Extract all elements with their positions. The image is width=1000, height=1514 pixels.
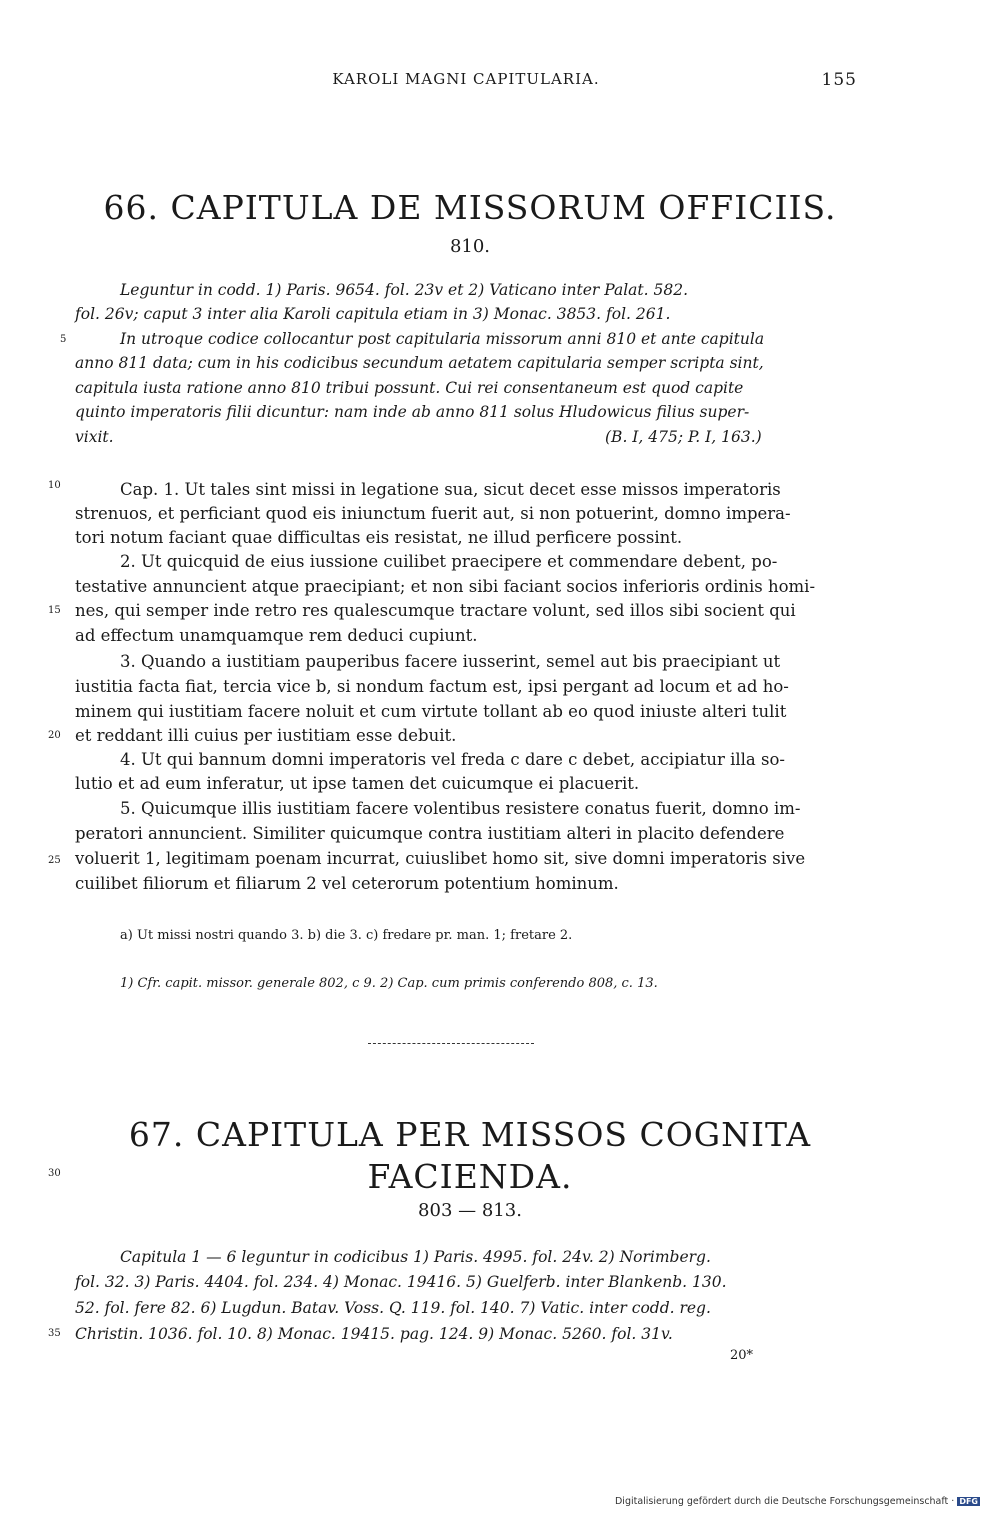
body-line: 3. Quando a iustitiam pauperibus facere iusserint, semel aut bis praecipiant ut <box>120 652 781 671</box>
line-number: 5 <box>60 334 67 345</box>
body-line: iustitia facta fiat, tercia vice b, si nondum factum est, ipsi pergant ad locum et ad ho- <box>75 677 789 696</box>
body-line: minem qui iustitiam facere noluit et cum virtute tollant ab eo quod iniuste alteri tulit <box>75 702 787 721</box>
intro-line: fol. 26v; caput 3 inter alia Karoli capitula etiam in 3) Monac. 3853. fol. 261. <box>75 305 671 323</box>
line-number: 35 <box>48 1328 61 1339</box>
body-line: voluerit 1, legitimam poenam incurrat, cuiuslibet homo sit, sive domni imperatoris sive <box>75 849 806 868</box>
critical-notes: a) Ut missi nostri quando 3. b) die 3. c) fredare pr. man. 1; fretare 2. <box>120 928 573 943</box>
intro-line: fol. 32. 3) Paris. 4404. fol. 234. 4) Monac. 19416. 5) Guelferb. inter Blankenb. 130. <box>75 1273 727 1291</box>
intro-line: quinto imperatoris filii dicuntur: nam inde ab anno 811 solus Hludowicus filius super- <box>75 403 750 421</box>
line-number: 30 <box>48 1168 61 1179</box>
section-67-title-line-1: 67. CAPITULA PER MISSOS COGNITA <box>128 1115 812 1154</box>
body-line: 4. Ut qui bannum domni imperatoris vel freda c dare c debet, accipiatur illa so- <box>120 750 785 769</box>
running-title: KAROLI MAGNI CAPITULARIA. <box>332 70 600 88</box>
intro-line: capitula iusta ratione anno 810 tribui possunt. Cui rei consentaneum est quod capite <box>75 379 744 397</box>
body-line: strenuos, et perficiant quod eis iniunctum fuerit aut, si non potuerint, domno impera- <box>75 504 791 523</box>
intro-reference: (B. I, 475; P. I, 163.) <box>605 428 762 446</box>
body-line: ad effectum unamquamque rem deduci cupiunt. <box>75 626 478 645</box>
body-line: cuilibet filiorum et filiarum 2 vel ceterorum potentium hominum. <box>75 874 619 893</box>
intro-line: anno 811 data; cum in his codicibus secundum aetatem capitularia semper scripta sint, <box>75 354 764 372</box>
line-number: 25 <box>48 855 61 866</box>
body-line: et reddant illi cuius per iustitiam esse debuit. <box>75 726 457 745</box>
intro-line: Christin. 1036. fol. 10. 8) Monac. 19415. pag. 124. 9) Monac. 5260. fol. 31v. <box>75 1325 673 1343</box>
body-line: tori notum faciant quae difficultas eis resistat, ne illud perficere possint. <box>75 528 683 547</box>
body-line: 2. Ut quicquid de eius iussione cuilibet praecipere et commendare debent, po- <box>120 552 778 571</box>
body-line: Cap. 1. Ut tales sint missi in legatione sua, sicut decet esse missos imperatoris <box>120 480 781 499</box>
body-line: 5. Quicumque illis iustitiam facere volentibus resistere conatus fuerit, domno im- <box>120 799 801 818</box>
section-67-year: 803 — 813. <box>418 1200 522 1221</box>
dfg-logo: DFG <box>959 1497 978 1506</box>
footnotes: 1) Cfr. capit. missor. generale 802, c 9. 2) Cap. cum primis conferendo 808, c. 13. <box>120 976 658 991</box>
line-number: 10 <box>48 480 61 491</box>
section-66-title: 66. CAPITULA DE MISSORUM OFFICIIS. <box>103 188 837 227</box>
digitization-footer <box>615 1496 980 1507</box>
intro-line: Leguntur in codd. 1) Paris. 9654. fol. 23v et 2) Vaticano inter Palat. 582. <box>120 281 689 299</box>
section-66-year: 810. <box>449 236 491 257</box>
section-divider <box>368 1043 534 1044</box>
body-line: peratori annuncient. Similiter quicumque contra iustitiam alteri in placito defendere <box>75 824 785 843</box>
intro-line: Capitula 1 — 6 leguntur in codicibus 1) Paris. 4995. fol. 24v. 2) Norimberg. <box>120 1248 711 1266</box>
page-number: 155 <box>821 70 857 90</box>
section-67-title-line-2: FACIENDA. <box>367 1157 573 1196</box>
line-number: 20 <box>48 730 61 741</box>
body-line: lutio et ad eum inferatur, ut ipse tamen det cuicumque ei placuerit. <box>75 774 640 793</box>
intro-line: 52. fol. fere 82. 6) Lugdun. Batav. Voss. Q. 119. fol. 140. 7) Vatic. inter codd. reg. <box>75 1299 711 1317</box>
footer-text: Digitalisierung gefördert durch die Deutsche Forschungsgemeinschaft · <box>614 1496 955 1507</box>
intro-line: In utroque codice collocantur post capitularia missorum anni 810 et ante capitula <box>120 330 765 348</box>
intro-line: vixit. <box>75 428 114 446</box>
line-number: 15 <box>48 605 61 616</box>
body-line: testative annuncient atque praecipiant; et non sibi faciant socios inferioris ordinis homi- <box>75 577 816 596</box>
body-line: nes, qui semper inde retro res qualescumque tractare volunt, sed illos sibi socient qui <box>75 601 796 620</box>
signature-mark: 20* <box>730 1348 754 1363</box>
